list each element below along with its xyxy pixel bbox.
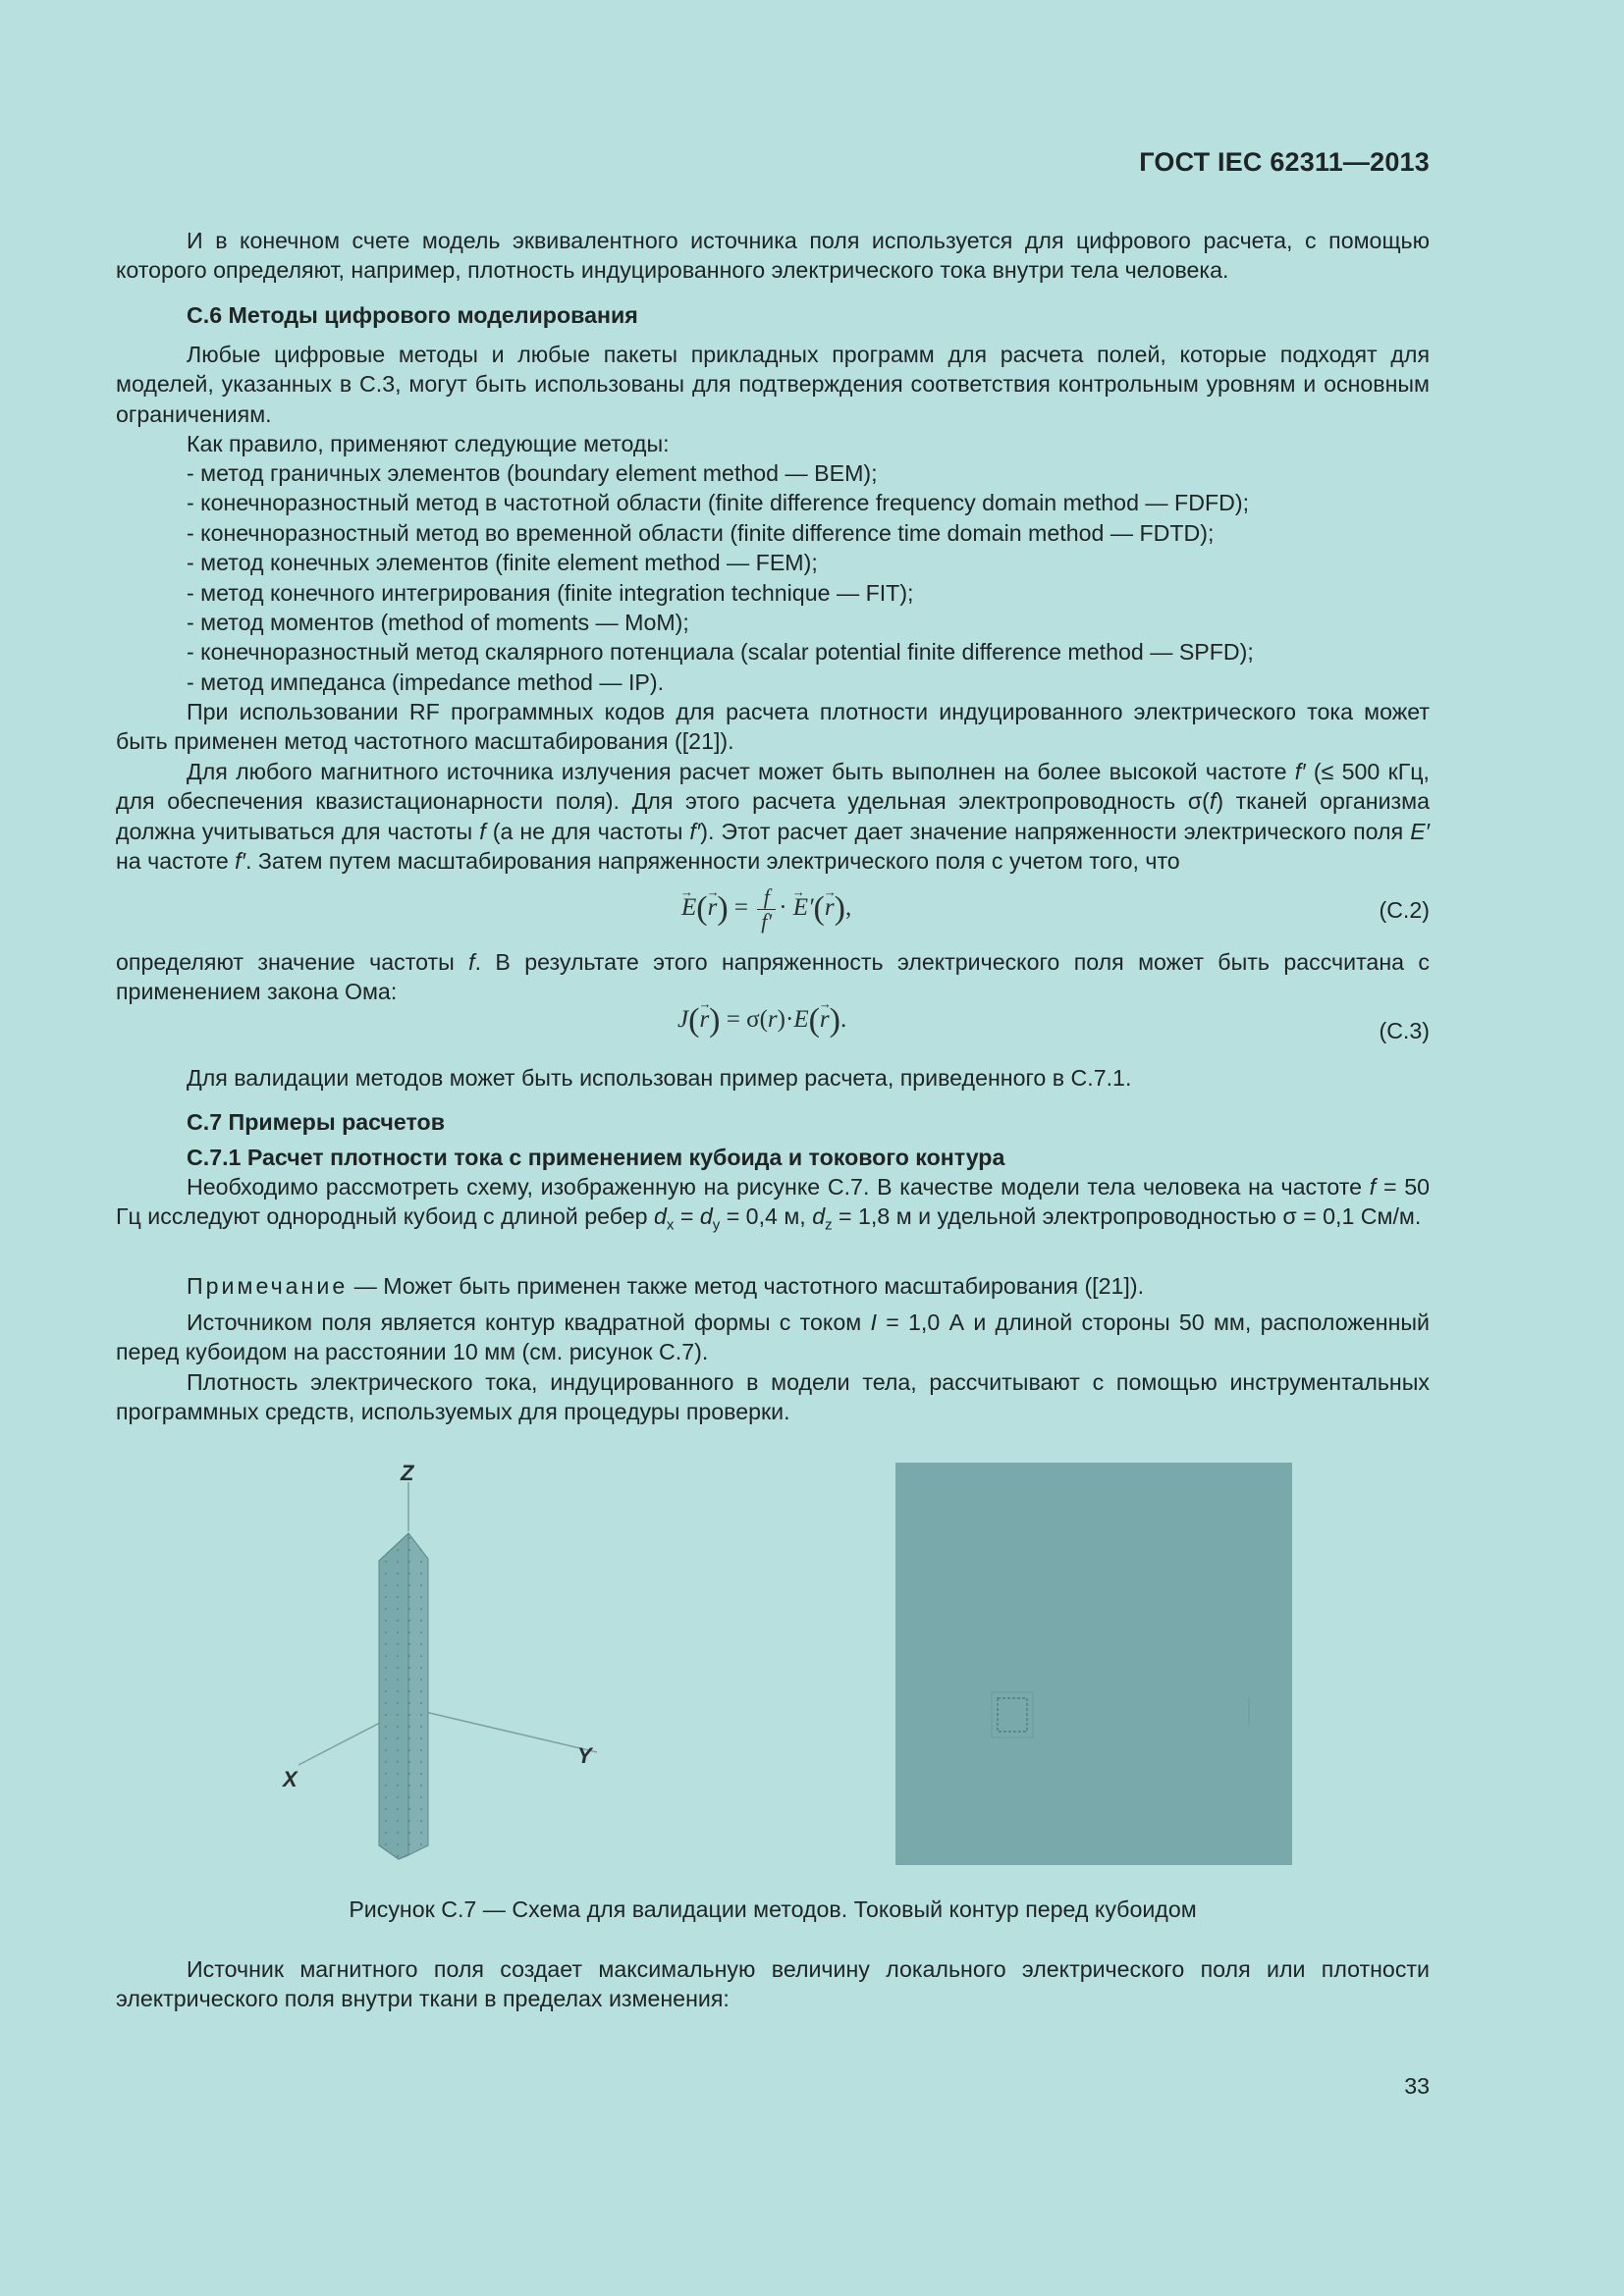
equation-c3-expression: J(→ r) = σ(r)·E(→ r). bbox=[677, 1005, 846, 1036]
section-heading-c71: С.7.1 Расчет плотности тока с применением кубоида и токового контура bbox=[187, 1145, 1005, 1170]
cuboid-paragraph: Необходимо рассмотреть схему, изображенную на рисунке С.7. В качестве модели тела человека на частоте f = 50 Гц исследуют однородный кубоид с длиной ребер $d_x = d_y = 0,4$ м, $d_z = 1,8$ м и удельной электропроводностью σ = 0,1 См/м. bbox=[116, 1174, 1430, 1235]
current-loop-shape bbox=[998, 1698, 1027, 1732]
methods-list-item: - метод моментов (method of moments — MoM); bbox=[187, 610, 689, 636]
document-page bbox=[116, 0, 1430, 2296]
methods-list-item: - метод конечного интегрирования (finite integration technique — FIT); bbox=[187, 579, 914, 606]
page-number: 33 bbox=[1404, 2073, 1430, 2099]
methods-list-item: - конечноразностный метод в частотной области (finite difference frequency domain method — FDFD); bbox=[187, 490, 1250, 516]
equation-c3 bbox=[116, 1001, 1430, 1064]
y-axis-label: Y bbox=[577, 1743, 592, 1768]
cuboid-3d-figure bbox=[253, 1453, 607, 1865]
note-paragraph: Примечание — Может быть применен также метод частотного масштабирования ([21]). bbox=[187, 1273, 1145, 1299]
magnetic-source-paragraph: Для любого магнитного источника излучения расчет может быть выполнен на более высокой частоте f′ (≤ 500 кГц, для обеспечения квазистационарности поля). Для этого расчета удельная электропроводность σ(f) тканей организма должна учитываться для частоты f (а не для частоты f′). Этот расчет дает значение напряженности электрического поля E′ на частоте f′. Затем путем масштабирования напряженности электрического поля с учетом того, что bbox=[116, 759, 1431, 875]
methods-list-item: - конечноразностный метод скалярного потенциала (scalar potential finite difference method — SPFD); bbox=[187, 639, 1254, 666]
validation-paragraph: Для валидации методов может быть использован пример расчета, приведенного в С.7.1. bbox=[187, 1065, 1132, 1091]
rf-paragraph: При использовании RF программных кодов для расчета плотности индуцированного электрического тока может быть применен метод частотного масштабирования ([21]). bbox=[116, 699, 1430, 755]
methods-list-item: - метод конечных элементов (finite element method — FEM); bbox=[187, 550, 818, 576]
intro-paragraph: И в конечном счете модель эквивалентного источника поля используется для цифрового расчета, с помощью которого определяют, например, плотность индуцированного электрического тока внутри тела человека. bbox=[116, 228, 1430, 284]
methods-list-item: - конечноразностный метод во временной области (finite difference time domain method — FDTD); bbox=[187, 519, 1215, 546]
standard-header: ГОСТ IEC 62311—2013 bbox=[1139, 147, 1430, 177]
methods-list-item: - метод импеданса (impedance method — IP). bbox=[187, 668, 665, 695]
z-axis-label: Z bbox=[401, 1461, 414, 1485]
density-paragraph: Плотность электрического тока, индуцированного в модели тела, рассчитывают с помощью инструментальных программных средств, используемых для процедуры проверки. bbox=[116, 1369, 1430, 1425]
cuboid-shape bbox=[379, 1533, 428, 1859]
c6-paragraph-2: Как правило, применяют следующие методы: bbox=[187, 431, 670, 456]
equation-c3-label: (C.3) bbox=[1379, 1018, 1430, 1043]
section-heading-c7: С.7 Примеры расчетов bbox=[187, 1109, 445, 1135]
equation-c2 bbox=[116, 876, 1430, 938]
equation-c2-label: (C.2) bbox=[1379, 897, 1430, 923]
methods-list-item: - метод граничных элементов (boundary element method — BEM); bbox=[187, 460, 878, 486]
figure-caption: Рисунок С.7 — Схема для валидации методов. Токовый контур перед кубоидом bbox=[349, 1896, 1197, 1922]
methods-list bbox=[116, 458, 1430, 697]
section-heading-c6: С.6 Методы цифрового моделирования bbox=[187, 302, 638, 328]
cuboid-front-view-figure bbox=[895, 1463, 1292, 1865]
ohm-paragraph: определяют значение частоты f. В результате этого напряженность электрического поля может быть рассчитана с применением закона Ома: bbox=[116, 949, 1431, 1005]
y-axis-line bbox=[408, 1708, 597, 1752]
current-loop-diagram bbox=[895, 1463, 1292, 1865]
source-paragraph: Источником поля является контур квадратной формы с током I = 1,0 А и длиной стороны 50 мм, расположенный перед кубоидом на расстоянии 10 мм (см. рисунок С.7). bbox=[116, 1309, 1430, 1365]
final-paragraph: Источник магнитного поля создает максимальную величину локального электрического поля или плотности электрического поля внутри ткани в пределах изменения: bbox=[116, 1956, 1430, 2012]
c6-paragraph-1: Любые цифровые методы и любые пакеты прикладных программ для расчета полей, которые подходят для моделей, указанных в С.3, могут быть использованы для подтверждения соответствия контрольным уровням и основным ограничениям. bbox=[116, 342, 1430, 427]
x-axis-label: X bbox=[283, 1767, 298, 1791]
equation-c2-expression: → E(→ r) = $\frac{f}{f'}$ · → E′(→ r), bbox=[681, 885, 851, 934]
